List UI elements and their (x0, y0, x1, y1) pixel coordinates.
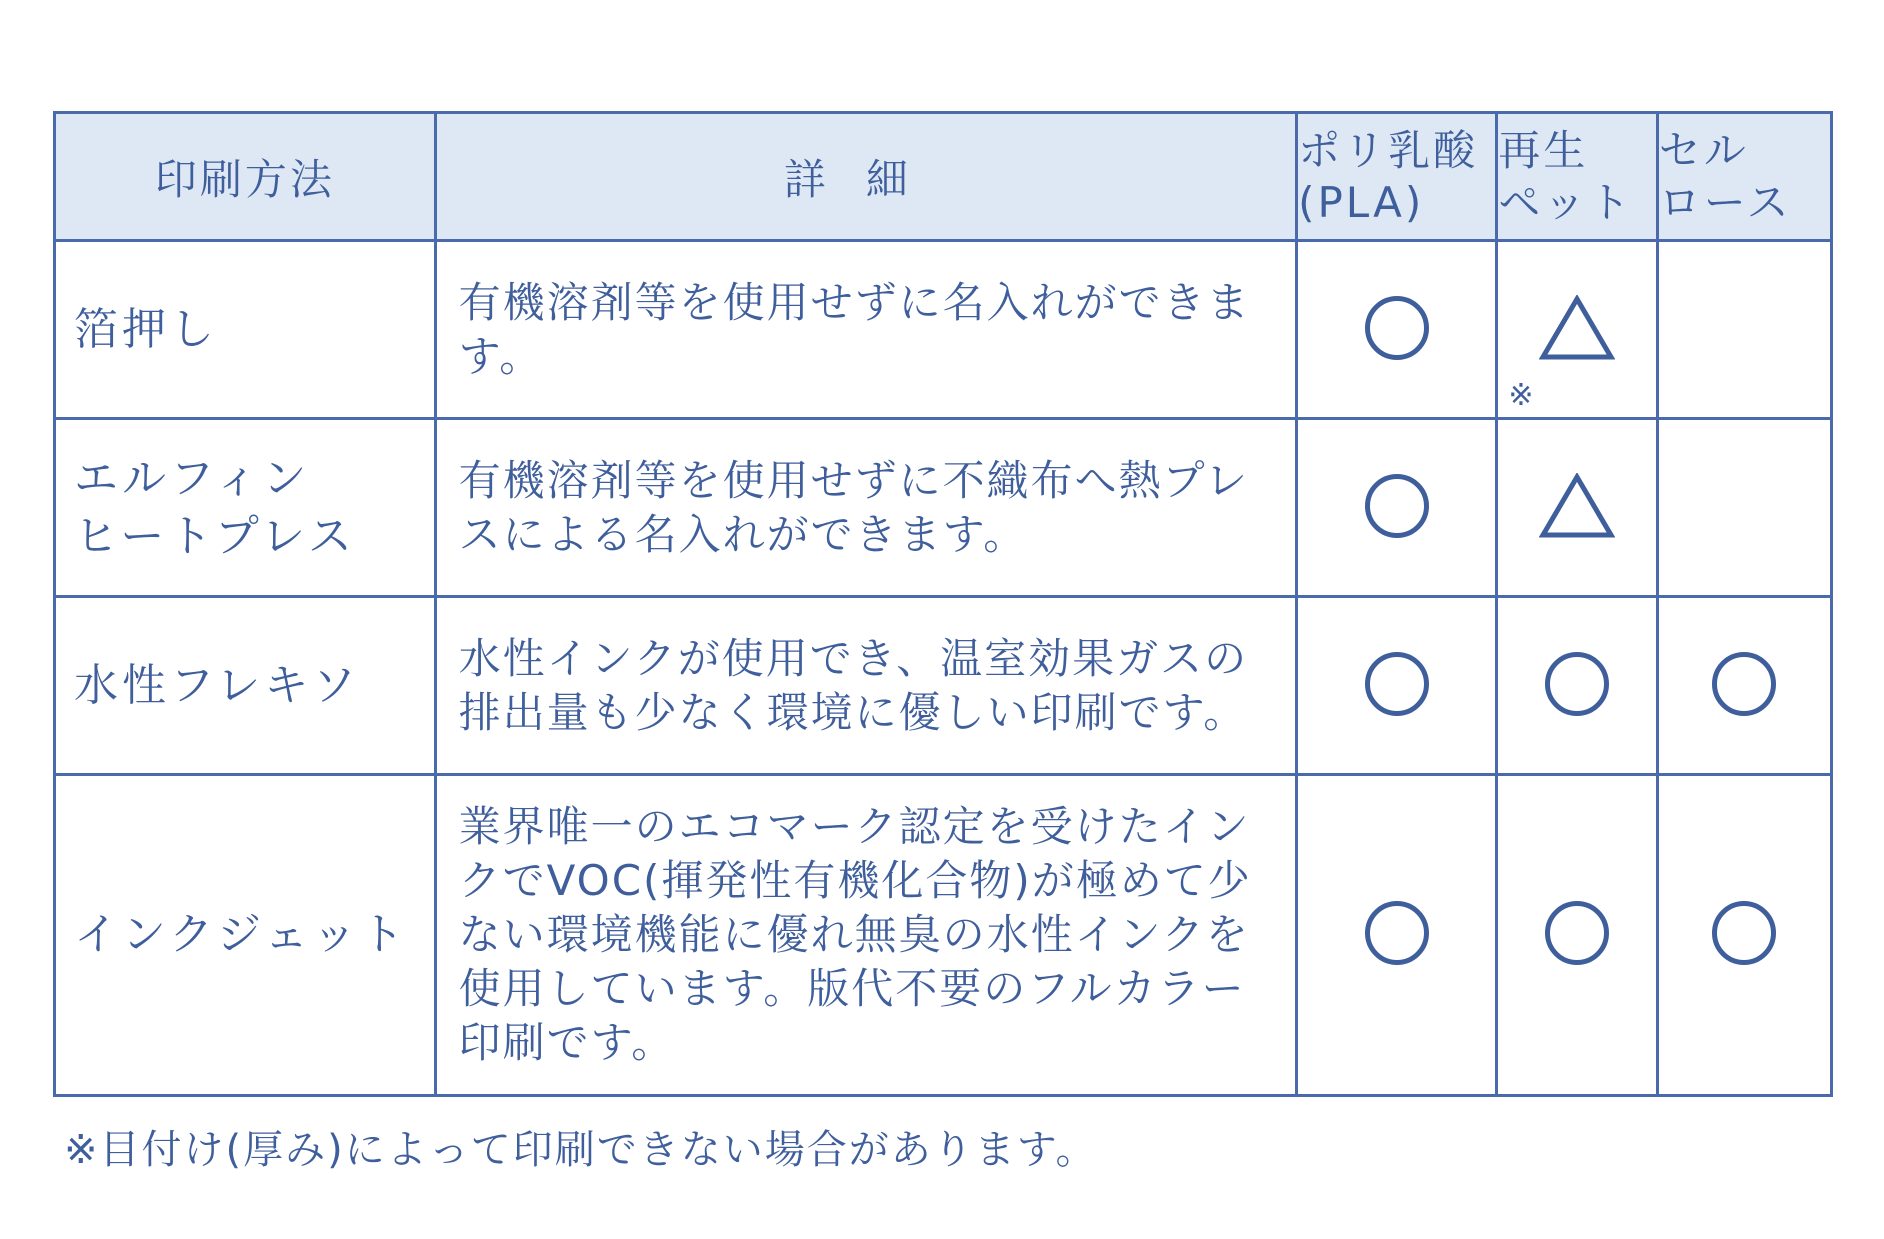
method-cell: 箔押し (55, 241, 436, 419)
circle-icon (1712, 652, 1776, 716)
pet-cell (1497, 241, 1657, 419)
table-row (55, 775, 1832, 1096)
pet-cell (1497, 419, 1657, 597)
triangle-icon (1539, 473, 1615, 539)
detail-cell: 有機溶剤等を使用せずに不織布へ熱プレスによる名入れができます。 (435, 419, 1296, 597)
pet-cell (1497, 597, 1657, 775)
cellulose-cell (1657, 241, 1831, 419)
pla-cell (1297, 241, 1497, 419)
detail-cell: 業界唯一のエコマーク認定を受けたインクでVOC(揮発性有機化合物)が極めて少ない環境機能に優れ無臭の水性インクを使用しています。版代不要のフルカラー印刷です。 (435, 775, 1296, 1096)
circle-icon (1712, 901, 1776, 965)
method-cell: 水性フレキソ (55, 597, 436, 775)
cellulose-cell (1657, 775, 1831, 1096)
pet-cell (1497, 775, 1657, 1096)
detail-cell: 有機溶剤等を使用せずに名入れができます。 (435, 241, 1296, 419)
header-detail: 詳細 (435, 113, 1296, 241)
printing-method-table (53, 111, 1833, 1097)
circle-icon (1365, 652, 1429, 716)
cellulose-cell (1657, 597, 1831, 775)
header-method: 印刷方法 (55, 113, 436, 241)
method-cell: エルフィン ヒートプレス (55, 419, 436, 597)
pla-cell (1297, 775, 1497, 1096)
table-row (55, 241, 1832, 419)
table-header-row (55, 113, 1832, 241)
pla-cell (1297, 419, 1497, 597)
triangle-icon (1539, 295, 1615, 361)
table-row (55, 597, 1832, 775)
table-row (55, 419, 1832, 597)
circle-icon (1545, 901, 1609, 965)
footnote: ※目付け(厚み)によって印刷できない場合があります。 (64, 1127, 1098, 1173)
detail-cell: 水性インクが使用でき、温室効果ガスの排出量も少なく環境に優しい印刷です。 (435, 597, 1296, 775)
header-pet: 再生 ペット (1497, 113, 1657, 241)
pla-cell (1297, 597, 1497, 775)
pet-note: ※ (1508, 378, 1534, 413)
circle-icon (1365, 474, 1429, 538)
circle-icon (1365, 901, 1429, 965)
header-pla: ポリ乳酸 (PLA) (1297, 113, 1497, 241)
cellulose-cell (1657, 419, 1831, 597)
circle-icon (1365, 296, 1429, 360)
circle-icon (1545, 652, 1609, 716)
header-cellulose: セル ロース (1657, 113, 1831, 241)
method-cell: インクジェット (55, 775, 436, 1096)
